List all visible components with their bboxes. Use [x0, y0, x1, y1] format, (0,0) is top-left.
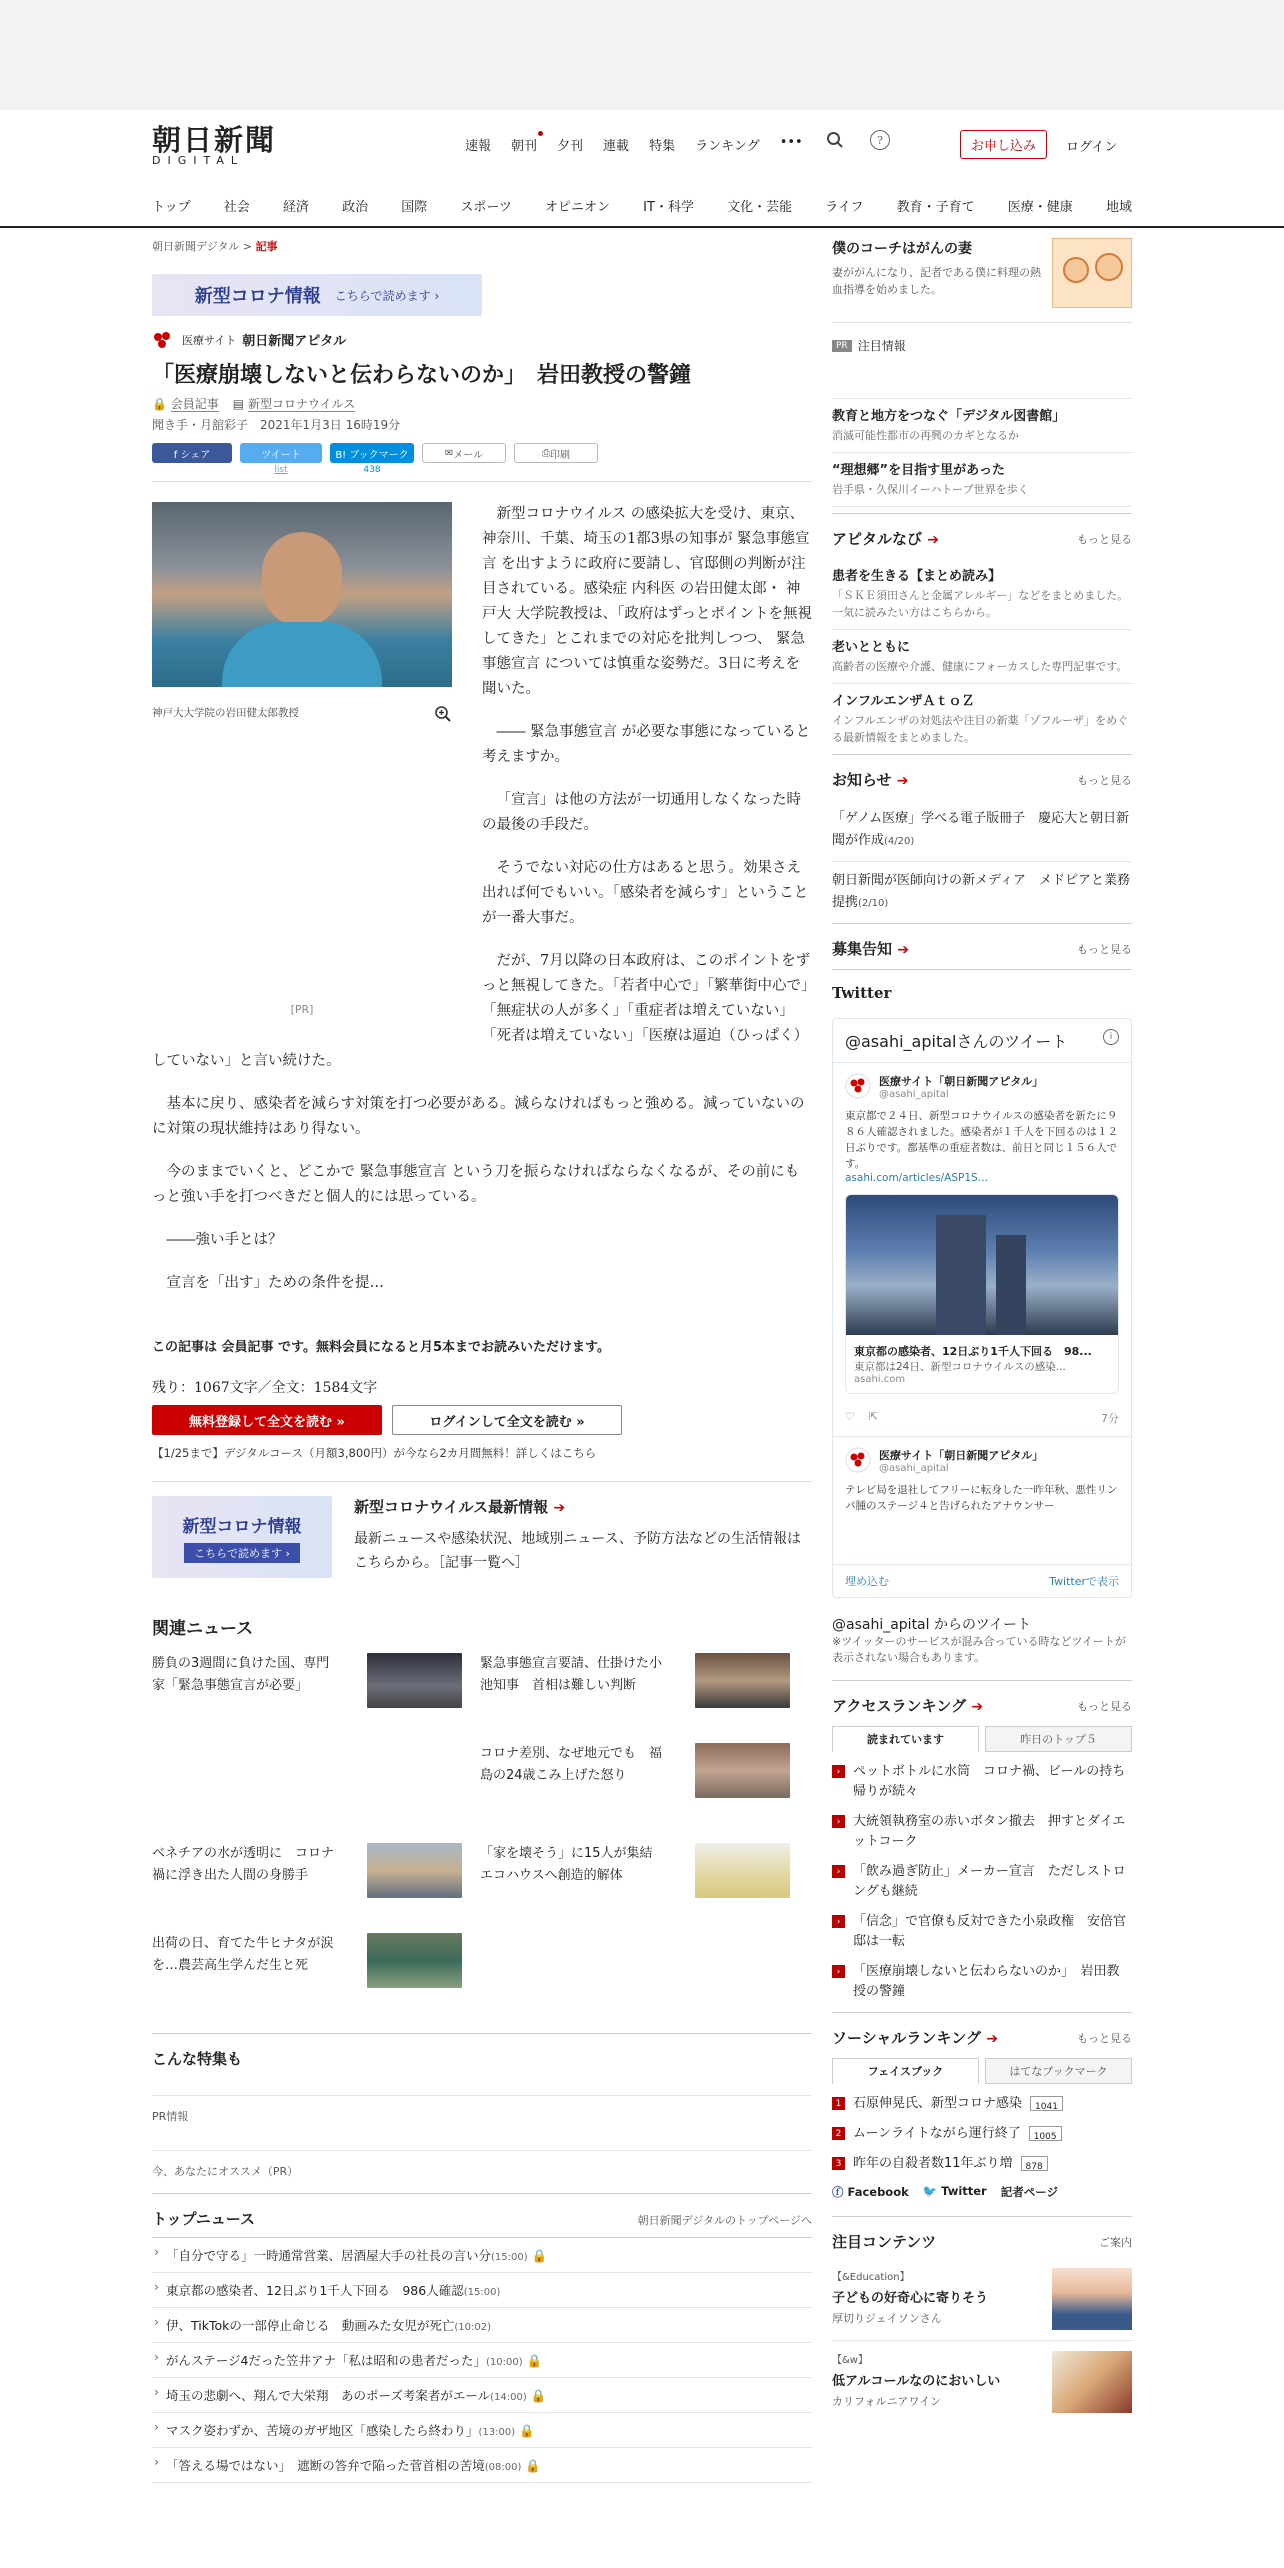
cat-culture[interactable]: 文化・芸能 [727, 200, 793, 215]
cat-society[interactable]: 社会 [223, 200, 250, 215]
related-thumb [367, 1843, 462, 1898]
tab-yesterday-top5[interactable]: 昨日のトップ５ [985, 1726, 1132, 1752]
reporter-page-link[interactable]: 記者ページ [1000, 2185, 1059, 2199]
covid-info-banner[interactable]: 新型コロナ情報 こちらで読めます › [152, 1496, 332, 1578]
mail-button[interactable]: ✉ メール [422, 443, 506, 463]
like-icon[interactable]: ♡ [845, 1410, 855, 1423]
access-ranking-title[interactable]: アクセスランキング ➔ [832, 1697, 984, 1715]
cat-politics[interactable]: 政治 [342, 200, 369, 215]
apital-more-link[interactable]: もっと見る [1077, 532, 1132, 546]
cat-economy[interactable]: 経済 [282, 200, 309, 215]
tweet-link[interactable]: asahi.com/articles/ASP1S… [845, 1172, 989, 1184]
attention-thumb [1052, 2268, 1132, 2330]
tab-hatena[interactable]: はてなブックマーク [985, 2058, 1132, 2084]
apital-item[interactable]: 老いとともに 高齢者の医療や介護、健康にフォーカスした専門記事です。 [832, 630, 1132, 684]
social-item[interactable]: 2 ムーンライトながら運行終了 1005 [832, 2124, 1132, 2144]
main-column [152, 238, 812, 2483]
top-news-item[interactable]: › 埼玉の悲劇へ、翔んで大栄翔 あのポーズ考案者がエール(14:00) 🔒 [152, 2378, 812, 2413]
cat-education[interactable]: 教育・子育て [896, 200, 975, 215]
covid-info-box [152, 1481, 812, 1578]
sidebar-promo[interactable]: 僕のコーチはがんの妻 妻ががんになり、記者である僕に料理の熱血指導を始めました。 [832, 238, 1132, 322]
cat-top[interactable]: トップ [152, 200, 191, 215]
tab-facebook[interactable]: フェイスブック [832, 2058, 979, 2084]
attention-title: 注目コンテンツ [832, 2233, 937, 2251]
nav-choukan[interactable]: 朝刊 [501, 135, 547, 154]
remaining-chars: 残り：1067文字／全文：1584文字 [152, 1380, 378, 1396]
tweets-from[interactable]: @asahi_apital からのツイート [832, 1617, 1031, 1633]
paragraph: ―― 緊急事態宣言 が必要な事態になっていると考えますか。 [482, 724, 811, 765]
cat-sports[interactable]: スポーツ [460, 200, 512, 215]
promo-text[interactable]: 【1/25まで】デジタルコース（月額3,800円）が今なら2カ月間無料！詳しくはこちら [152, 1446, 597, 1460]
notice-item[interactable]: “理想郷”を目指す里があった 岩手県・久保川イーハトーブ世界を歩く [832, 453, 1132, 507]
top-news-item[interactable]: › 「答える場ではない」 遮断の答弁で陥った菅首相の苦境(08:00) 🔒 [152, 2448, 812, 2483]
breadcrumb-home[interactable]: 朝日新聞デジタル [152, 240, 240, 253]
lock-icon: 🔒 [531, 2248, 548, 2263]
apital-item[interactable]: インフルエンザＡｔｏＺ インフルエンザの対処法や注目の新薬「ゾフルーザ」をめぐる最新情報をまとめました。 [832, 694, 1129, 744]
news-item[interactable]: 朝日新聞が医師向けの新メディア メドピアと業務提携(2/10) [832, 873, 1130, 910]
related-item[interactable]: コロナ差別、なぜ地元でも 福島の24歳こみ上げた怒り [480, 1743, 800, 1803]
nav-rensai[interactable]: 連載 [603, 139, 630, 154]
twitter-widget [832, 1018, 1132, 1598]
topic-tag[interactable]: ▤ 新型コロナウイルス [232, 397, 356, 411]
cat-life[interactable]: ライフ [825, 200, 864, 215]
top-news [152, 2193, 812, 2483]
article-photo[interactable] [152, 502, 452, 687]
photo-block [152, 502, 452, 1042]
tweet-text: 東京都で２４日、新型コロナウイルスの感染者を新たに９８６人確認されました。感染者が１千人を下回るのは１２日ぶりです。都基準の重症者数は、前日と同じ１５６人です。 [845, 1110, 1118, 1170]
top-news-title: トップニュース [152, 2210, 256, 2228]
top-news-item[interactable]: › 伊、TikTokの一部停止命じる 動画みた女児が死亡(10:02) [152, 2308, 812, 2343]
social-ranking-header [832, 2012, 1132, 2058]
cat-region[interactable]: 地域 [1105, 200, 1132, 215]
twitter-widget-title[interactable]: @asahi_apitalさんのツイート [845, 1032, 1068, 1051]
access-more-link[interactable]: もっと見る [1077, 1699, 1132, 1713]
twitter-note: ※ツイッターのサービスが混み合っている時などツイートが表示されない場合もあります。 [832, 1635, 1126, 1664]
apital-item[interactable]: 患者を生きる【まとめ読み】 「ＳＫＥ須田さんと金属アレルギー」などをまとめました。一気に読みたい方はこちらから。 [832, 559, 1132, 630]
subscribe-button[interactable]: お申し込み [960, 130, 1047, 159]
related-item[interactable]: 「家を壊そう」に15人が集結 エコハウスへ創造的解体 [480, 1843, 800, 1903]
twitter-icon: 🐦 [922, 2184, 938, 2198]
notice-item[interactable]: 教育と地方をつなぐ「デジタル図書館」 消滅可能性都市の再興のカギとなるか [832, 399, 1132, 453]
facebook-link[interactable]: ⓕ Facebook [832, 2185, 909, 2199]
share-icon[interactable]: ⇱ [868, 1410, 879, 1423]
more-menu-icon[interactable]: ••• [779, 135, 803, 150]
attention-header [832, 2216, 1132, 2262]
site-logo[interactable]: 朝日新聞 DIGITAL [152, 123, 277, 167]
cat-opinion[interactable]: オピニオン [545, 200, 611, 215]
social-item[interactable]: 1 石原伸晃氏、新型コロナ感染 1041 [832, 2094, 1132, 2114]
member-notice: この記事は 会員記事 です。無料会員になると月5本までお読みいただけます。 [152, 1340, 611, 1355]
ranking-item[interactable]: › 「医療崩壊しないと伝わらないのか」 岩田教授の警鐘 [832, 1962, 1132, 2002]
features-title: こんな特集も [152, 2050, 243, 2068]
lock-icon: 🔒 [526, 2353, 543, 2368]
tweet[interactable]: 医療サイト「朝日新聞アピタル」 @asahi_apital 東京都で２４日、新型コロナウイルスの感染者を新たに９８６人確認されました。感染者が１千人を下回るのは１２日ぶりです。都基準の重症者数は、前日と同じ１５６人です。 asahi.com/articles/ASP1S… 東京都の感染者、12日ぶり1千人下回る 98... 東京都は24日、新型コロナウイルスの感染... asahi.com ♡ ⇱ 7分 [845, 1075, 1119, 1425]
related-thumb [695, 1743, 790, 1798]
cat-international[interactable]: 国際 [401, 200, 428, 215]
access-ranking-header [832, 1680, 1132, 1726]
top-news-link[interactable]: 朝日新聞デジタルのトップページへ [637, 2214, 812, 2227]
breadcrumb-current: 記事 [255, 240, 278, 253]
top-news-item[interactable]: › マスク姿わずか、苦境のガザ地区「感染したら終わり」(13:00) 🔒 [152, 2413, 812, 2448]
share-bar [152, 443, 812, 475]
help-icon[interactable]: ? [870, 130, 890, 150]
paragraph: 今のままでいくと、どこかで 緊急事態宣言 という刀を振らなければならなくなるが、その前にもっと強い手を打つべきだと個人的には思っている。 [152, 1164, 800, 1205]
covid-info-desc[interactable]: 最新ニュースや感染状況、地域別ニュース、予防方法などの生活情報はこちらから。［記事一覧へ］ [354, 1531, 802, 1571]
recruit-title[interactable]: 募集告知 ➔ [832, 940, 909, 958]
related-item[interactable]: 勝負の3週間に負けた国、専門家「緊急事態宣言が必要」 [152, 1653, 472, 1713]
site-header [0, 110, 1284, 228]
related-thumb [695, 1653, 790, 1708]
ranking-item[interactable]: › 大統領執務室の赤いボタン撤去 押すとダイエットコーク [832, 1812, 1132, 1852]
related-thumb [367, 1653, 462, 1708]
apital-nav-header [832, 513, 1132, 559]
recruit-more-link[interactable]: もっと見る [1077, 942, 1132, 956]
zoom-icon[interactable] [434, 705, 452, 723]
paragraph: 宣言を「出す」ための条件を提… [166, 1275, 384, 1291]
paragraph: 「宣言」は他の方法が一切通用しなくなった時の最後の手段だ。 [482, 792, 801, 833]
pr-info: PR情報 [152, 2095, 812, 2124]
related-item[interactable]: 出荷の日、育てた牛ヒナタが涙を…農芸高生学んだ生と死 [152, 1933, 472, 1993]
news-item[interactable]: 「ゲノム医療」学べる電子版冊子 慶応大と朝日新聞が作成(4/20) [832, 800, 1132, 862]
ranking-item[interactable]: › 「飲み過ぎ防止」メーカー宣言 ただしストロングも継続 [832, 1862, 1132, 1902]
ranking-item[interactable]: › ペットボトルに水筒 コロナ禍、ビールの持ち帰りが続々 [832, 1762, 1132, 1802]
covid-banner[interactable]: 新型コロナ情報 こちらで読めます › [152, 274, 482, 316]
register-read-button[interactable]: 無料登録して全文を読む » [152, 1405, 382, 1435]
login-link[interactable]: ログイン [1066, 140, 1118, 155]
top-news-item[interactable]: › がんステージ4だった笠井アナ「私は昭和の患者だった」(10:00) 🔒 [152, 2343, 812, 2378]
pr-label: [PR] [290, 1003, 314, 1016]
paragraph: 基本に戻り、感染者を減らす対策を打つ必要がある。減らなければもっと強める。減っていないのに対策の現状維持はあり得ない。 [152, 1096, 805, 1137]
social-item[interactable]: 3 昨年の自殺者数11年ぶり増 878 [832, 2154, 1132, 2174]
breadcrumb: 朝日新聞デジタル > 記事 [152, 240, 278, 253]
search-icon[interactable] [826, 131, 844, 149]
related-thumb [695, 1843, 790, 1898]
ad-top-band [0, 0, 1284, 110]
info-icon[interactable]: i [1103, 1029, 1119, 1045]
article-title: 「医療崩壊しないと伝わらないのか」 岩田教授の警鐘 [152, 362, 692, 388]
login-read-button[interactable]: ログインして全文を読む » [392, 1405, 622, 1435]
news-more-link[interactable]: もっと見る [1077, 773, 1132, 787]
member-article-tag[interactable]: 🔒 会員記事 [152, 397, 219, 411]
photo-caption: 神戸大大学院の岩田健太郎教授 [152, 707, 299, 719]
promo-illustration [1052, 238, 1132, 308]
pr-icon: PR [832, 340, 852, 352]
twitter-link[interactable]: 🐦 Twitter [922, 2184, 987, 2198]
apital-nav-title[interactable]: アピタルなび ➔ [832, 530, 939, 548]
apital-badge[interactable]: 医療サイト 朝日新聞アピタル [152, 330, 812, 349]
top-news-item[interactable]: › 「自分で守る」一時通常営業、居酒屋大手の社長の言い分(15:00) 🔒 [152, 2238, 812, 2273]
news-title[interactable]: お知らせ ➔ [832, 771, 909, 789]
nav-yuukan[interactable]: 夕刊 [557, 139, 584, 154]
cat-it-science[interactable]: IT・科学 [643, 200, 694, 215]
hatena-bookmark-button[interactable]: B! ブックマーク 438 [330, 443, 414, 463]
recommend-pr: 今、あなたにオススメ（PR） [152, 2150, 812, 2179]
news-header [832, 754, 1132, 800]
apital-logo-icon [152, 331, 176, 349]
paragraph: だが、7月以降の日本政府は、このポイントをずっと無視してきた。「若者中心で」「繁華街中心で」「無症状の人が多く」「重症者は増えていない」「死者は増えていない」「医療は逼迫（ひっぱく）していない」と言い続けた。 [152, 953, 811, 1069]
social-ranking-title[interactable]: ソーシャルランキング ➔ [832, 2029, 998, 2047]
facebook-icon: ⓕ [832, 2185, 844, 2199]
lock-icon: 🔒 [530, 2388, 547, 2403]
notice-title: PR 注目情報 [832, 337, 1132, 354]
lock-icon: 🔒 [525, 2458, 541, 2473]
article-body [152, 502, 812, 1314]
attention-item[interactable]: 【&Education】 子どもの好奇心に寄りそう 厚切りジェイソンさん [832, 2262, 1132, 2341]
related-item[interactable]: ベネチアの水が透明に コロナ禍に浮き出た人間の身勝手 [152, 1843, 472, 1903]
twitter-header: Twitter [832, 969, 1132, 1012]
related-item[interactable]: 緊急事態宣言要請、仕掛けた小池知事 首相は難しい判断 [480, 1653, 800, 1713]
nav-sokuho[interactable]: 速報 [465, 139, 492, 154]
avatar [845, 1073, 871, 1099]
social-more-link[interactable]: もっと見る [1077, 2031, 1132, 2045]
covid-info-title[interactable]: 新型コロナウイルス最新情報 ➔ [354, 1498, 566, 1516]
recruit-header [832, 923, 1132, 969]
attention-guide-link[interactable]: ご案内 [1099, 2235, 1132, 2249]
attention-item[interactable]: 【&w】 低アルコールなのにおいしい カリフォルニアワイン [832, 2341, 1132, 2423]
tweet[interactable]: 医療サイト「朝日新聞アピタル」 @asahi_apital テレビ局を退社してフリーに転身した一昨年秋、悪性リンパ腫のステージ４と告げられたアナウンサー [833, 1436, 1131, 1524]
sidebar [832, 238, 1132, 2423]
tweet-card[interactable]: 東京都の感染者、12日ぶり1千人下回る 98... 東京都は24日、新型コロナウイルスの感染... asahi.com [845, 1194, 1119, 1394]
embed-link[interactable]: 埋め込む [845, 1575, 889, 1588]
top-news-item[interactable]: › 東京都の感染者、12日ぶり1千人下回る 986人確認(15:00) [152, 2273, 812, 2308]
category-nav [152, 196, 1132, 215]
view-on-twitter-link[interactable]: Twitterで表示 [1049, 1575, 1119, 1588]
paragraph: 新型コロナウイルス の感染拡大を受け、東京、神奈川、千葉、埼玉の1都3県の知事が 緊急事態宣言 を出すように政府に要請し、官邸側の判断が注目されている。感染症 内科医 の岩田健太郎・ 神戸大 大学院教授は、「政府はずっとポイントを無視してきた」とこれまでの対応を批判しつつ、 緊急事態宣言 については慎重な姿勢だ。3日に考えを聞いた。 [482, 506, 812, 697]
lock-icon: 🔒 [519, 2423, 535, 2438]
nav-ranking[interactable]: ランキング [695, 139, 760, 154]
print-button[interactable]: ⎙ 印刷 [514, 443, 598, 463]
attention-thumb [1052, 2351, 1132, 2413]
ranking-item[interactable]: › 「信念」で官僚も反対できた小泉政権 安倍官邸は一転 [832, 1912, 1132, 1952]
avatar [845, 1447, 871, 1473]
related-news-title: 関連ニュース [152, 1619, 254, 1639]
byline: 聞き手・月舘彩子 2021年1月3日 16時19分 [152, 418, 401, 432]
tab-most-read[interactable]: 読まれています [832, 1726, 979, 1752]
facebook-share-button[interactable]: f シェア [152, 443, 232, 463]
tweet-card-image [846, 1195, 1118, 1335]
top-nav [455, 135, 813, 154]
cat-health[interactable]: 医療・健康 [1007, 200, 1073, 215]
nav-tokushu[interactable]: 特集 [649, 139, 676, 154]
tweet-button[interactable]: ツイート list [240, 443, 322, 463]
related-thumb [367, 1933, 462, 1988]
paragraph: ――強い手とは？ [166, 1232, 283, 1248]
related-news-list [152, 1653, 812, 2023]
paragraph: そうでない対応の仕方はあると思う。効果さえ出れば何でもいい。「感染者を減らす」ということが一番大事だ。 [482, 860, 809, 926]
